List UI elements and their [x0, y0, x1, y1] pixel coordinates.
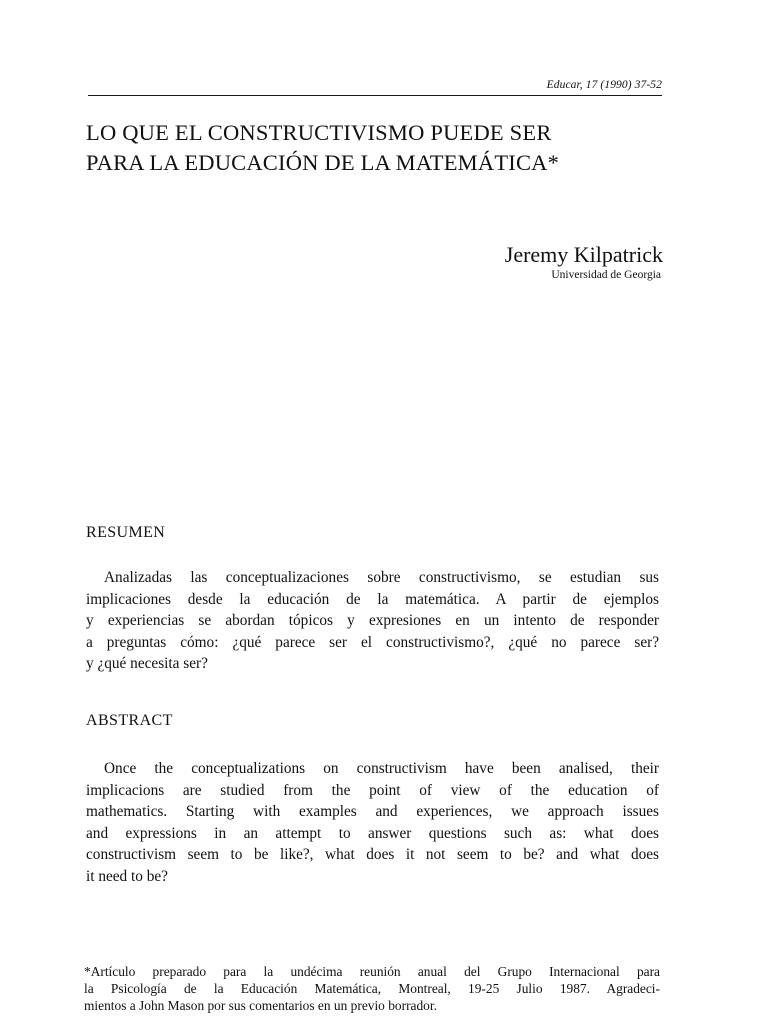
abstract-line: implicacions are studied from the point of view of the education of	[86, 781, 659, 799]
author-affiliation: Universidad de Georgia	[551, 269, 661, 281]
footnote	[84, 964, 660, 1014]
resumen-line: implicaciones desde la educación de la matemática. A partir de ejemplos	[86, 590, 659, 608]
header-rule	[88, 95, 662, 96]
abstract-line: it need to be?	[86, 867, 168, 885]
footnote-line: mientos a John Mason por sus comentarios en un previo borrador.	[84, 997, 437, 1013]
abstract-paragraph	[86, 758, 659, 888]
title-line-1: LO QUE EL CONSTRUCTIVISMO PUEDE SER	[86, 120, 552, 145]
resumen-paragraph	[86, 567, 659, 675]
resumen-line: Analizadas las conceptualizaciones sobre constructivismo, se estudian sus	[104, 569, 659, 586]
footnote-line: la Psicología de la Educación Matemática, Montreal, 19-25 Julio 1987. Agradeci-	[84, 980, 660, 996]
title-line-2: PARA LA EDUCACIÓN DE LA MATEMÁTICA*	[86, 150, 560, 175]
abstract-line: Once the conceptualizations on constructivism have been analised, their	[104, 760, 659, 777]
resumen-heading: RESUMEN	[86, 524, 166, 541]
resumen-line: a preguntas cómo: ¿qué parece ser el constructivismo?, ¿qué no parece ser?	[86, 633, 659, 651]
abstract-line: mathematics. Starting with examples and experiences, we approach issues	[86, 803, 659, 821]
resumen-line: y ¿qué necesita ser?	[86, 655, 208, 673]
abstract-heading: ABSTRACT	[86, 712, 173, 729]
article-title	[86, 118, 686, 178]
journal-reference: Educar, 17 (1990) 37-52	[546, 79, 662, 91]
author-name: Jeremy Kilpatrick	[504, 242, 663, 267]
resumen-line: y experiencias se abordan tópicos y expresiones en un intento de responder	[86, 612, 659, 630]
abstract-line: constructivism seem to be like?, what does it not seem to be? and what does	[86, 846, 659, 864]
footnote-line: *Artículo preparado para la undécima reunión anual del Grupo Internacional para	[84, 964, 660, 979]
abstract-line: and expressions in an attempt to answer questions such as: what does	[86, 824, 659, 842]
